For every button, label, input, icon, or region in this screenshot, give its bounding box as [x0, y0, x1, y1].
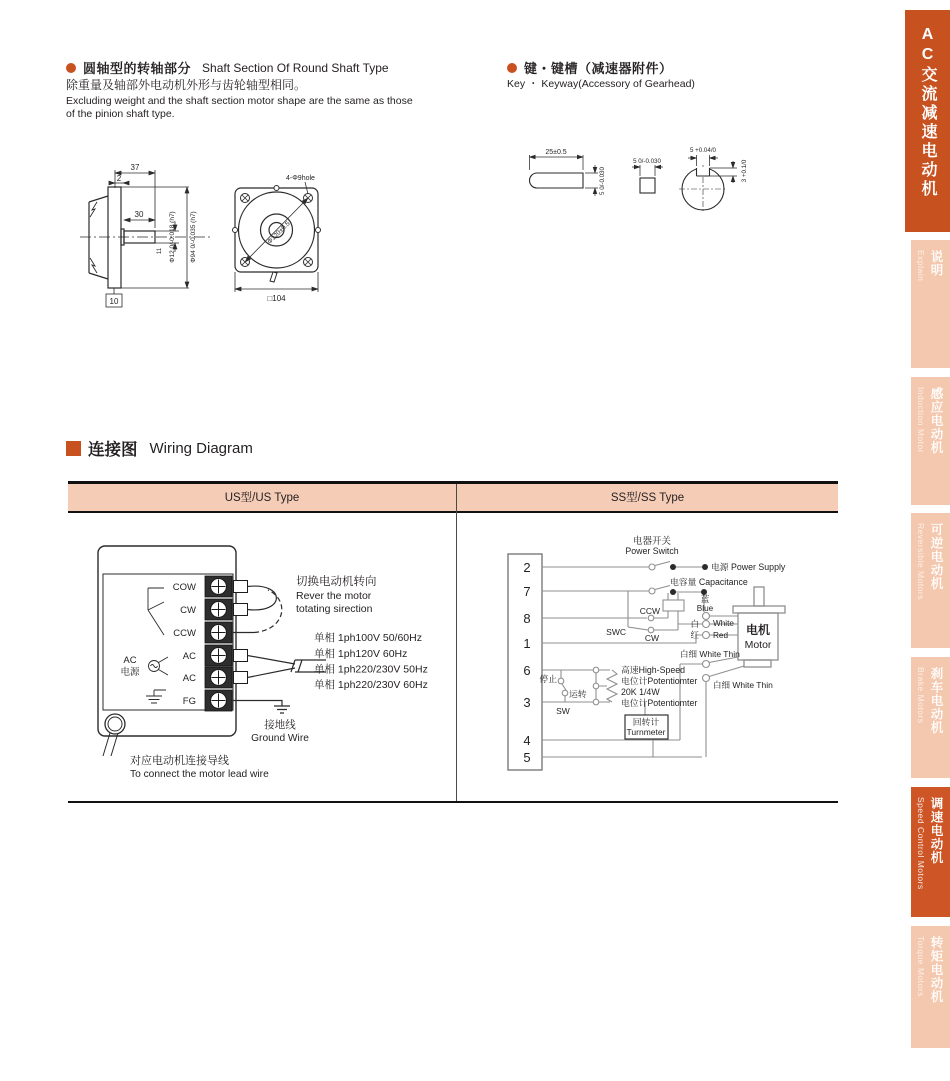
capacitance-label: 电容量 Capacitance [670, 577, 748, 587]
motor-label-en: Motor [744, 639, 772, 651]
dim-keyway-width: 5 +0.04/0 [690, 147, 716, 154]
dim-shaft-dia: Φ12 0/-0.018 (h7) [169, 211, 176, 263]
wiring-title-en: Wiring Diagram [149, 439, 253, 457]
ground-label-en: Ground Wire [251, 733, 309, 744]
ground-label-zh: 接地线 [264, 719, 296, 731]
keyway-notch [697, 167, 710, 176]
key-section-heading [507, 58, 673, 77]
shaft-desc-en2: of the pinion shaft type. [66, 108, 175, 120]
pin-number: 2 [523, 560, 531, 575]
switch-note-en1: Rever the motor [296, 590, 372, 602]
shaft-title-zh: 圆轴型的转轴部分 [83, 61, 192, 76]
lead-note-en: To connect the motor lead wire [130, 769, 269, 780]
power-supply-label: 电源 Power Supply [711, 562, 786, 572]
terminal-label: CW [180, 605, 196, 616]
tab-label-zh: 调速电动机 [929, 797, 943, 865]
tab-label-en: Explain [916, 250, 926, 282]
terminal-label: CCW [173, 628, 196, 639]
shaft-title-en: Shaft Section Of Round Shaft Type [202, 60, 389, 75]
wiring-heading [66, 436, 253, 460]
shaft-desc-zh: 除重量及轴部外电动机外形与齿轮轴型相同。 [66, 78, 307, 92]
turnmeter-label-en: Turnmeter [626, 727, 666, 737]
ss-wiring-diagram [500, 530, 840, 780]
grommet-inner [108, 717, 122, 731]
pin-number: 6 [523, 663, 531, 678]
switch-note-en2: totating sirection [296, 603, 373, 615]
wiring-title-zh: 连接图 [88, 441, 138, 459]
ac-power-label-2: 电源 [120, 667, 140, 678]
terminal-label: AC [182, 673, 196, 684]
white-label-en: White [713, 619, 734, 628]
shaft-section-heading [66, 58, 389, 77]
red-label-en: Red [713, 631, 729, 640]
tab-label-en: Brake Motors [916, 667, 926, 724]
motor-label-zh: 电机 [745, 623, 771, 637]
red-label-zh: 红 [690, 630, 699, 640]
stop-label: 停止 [539, 674, 557, 684]
tab-label-zh: 说明 [929, 250, 943, 277]
table-column-divider [456, 484, 457, 801]
ac-power-label-1: AC [123, 655, 137, 666]
voltage-line: 单相 1ph220/230V 60Hz [314, 679, 428, 691]
pin-number: 7 [523, 584, 531, 599]
shaft-front-view-drawing [228, 170, 343, 320]
table-header-row [68, 484, 838, 511]
orange-bullet-icon [66, 63, 76, 73]
sidebar-main-tab-ac-gear-motors[interactable] [905, 10, 950, 232]
run-label: 运转 [569, 689, 587, 699]
voltage-line: 单相 1ph220/230V 50Hz [314, 663, 428, 676]
label-bolt-circle: Φ120±0.5 [266, 220, 292, 246]
sidebar-tab-speed-control-motors[interactable] [911, 787, 950, 917]
sidebar-tab-induction-motor[interactable] [911, 377, 950, 505]
dim-10: 10 [109, 297, 119, 306]
panel-symbols [146, 588, 168, 703]
sidebar-tab-brake-motors[interactable] [911, 657, 950, 778]
terminal-label: FG [182, 696, 196, 707]
tab-label-en: Reversible Motors [916, 523, 926, 600]
terminal-label: COW [172, 582, 196, 593]
key-keyway-drawing [505, 135, 760, 220]
wiring-table [68, 481, 838, 803]
tab-label-en: Speed Control Motors [916, 797, 926, 890]
power-switch-en: Power Switch [625, 546, 679, 556]
cw-label: CW [644, 633, 660, 643]
blue-label-en: Blue [696, 604, 714, 613]
white-thin-label-1: 白细 White Thin [680, 649, 740, 659]
dim-11: 11 [157, 247, 163, 255]
sidebar-main-tab-label: AC交流减速电动机 [919, 26, 936, 199]
table-header-bottom-border [68, 511, 838, 514]
dim-key-length: 25±0.5 [545, 149, 567, 156]
blue-label-zh: 蓝 [700, 594, 710, 604]
pin-number: 3 [523, 695, 531, 710]
label-frame-104: □104 [267, 294, 286, 303]
column-header-ss: SS型/SS Type [610, 492, 685, 504]
rating-label: 20K 1/4W [621, 687, 660, 697]
dim-30: 30 [134, 210, 144, 219]
us-wiring-diagram [90, 540, 450, 790]
dim-37: 37 [130, 163, 140, 172]
dim-keyway-depth: 3 +0.1/0 [741, 159, 748, 183]
white-thin-label-2: 白细 White Thin [713, 680, 773, 690]
potentiometer-label-2: 电位计Potentiomter [621, 698, 698, 708]
potentiometer-label-1: 电位计Potentiomter [621, 676, 698, 686]
pin-number: 5 [523, 750, 531, 765]
tab-label-zh: 可逆电动机 [929, 523, 943, 591]
sidebar-tab-explain[interactable] [911, 240, 950, 368]
sidebar-tab-reversible-motors[interactable] [911, 513, 950, 648]
pin-number: 8 [523, 611, 531, 626]
key-title-en: Key ・ Keyway(Accessory of Gearhead) [507, 78, 695, 90]
turnmeter-label-zh: 回转计 [632, 717, 660, 727]
switch-note-zh: 切换电动机转向 [296, 576, 377, 588]
power-switch-zh: 电器开关 [632, 536, 672, 547]
tab-label-zh: 感应电动机 [929, 387, 943, 455]
label-4-holes: 4-Φ9hole [286, 175, 315, 182]
voltage-line: 单相 1ph120V 60Hz [314, 648, 408, 660]
dim-pilot-dia: Φ94 0/-0.035 (h7) [190, 211, 197, 263]
lead-note-zh: 对应电动机连接导线 [130, 755, 229, 767]
pin-number: 1 [523, 636, 531, 651]
sidebar-tab-torque-motors[interactable] [911, 926, 950, 1048]
ccw-label: CCW [639, 606, 660, 616]
sw-label: SW [556, 706, 570, 716]
key-title-zh: 键・键槽（减速器附件） [524, 61, 673, 76]
column-header-us: US型/US Type [224, 492, 300, 504]
orange-bullet-icon [507, 63, 517, 73]
orange-square-icon [66, 441, 81, 456]
tab-label-en: Torque Motors [916, 936, 926, 997]
table-bottom-border [68, 801, 838, 804]
high-speed-label: 高速High-Speed [621, 665, 686, 675]
voltage-line: 单相 1ph100V 50/60Hz [314, 632, 422, 644]
white-label-zh: 白 [690, 619, 699, 629]
pin-number: 4 [523, 733, 531, 748]
terminal-label: AC [182, 651, 196, 662]
swc-label: SWC [606, 627, 626, 637]
shaft-desc-en1: Excluding weight and the shaft section motor shape are the same as those [66, 95, 413, 107]
dim-2: 2 [116, 174, 122, 183]
tab-label-zh: 转矩电动机 [929, 936, 943, 1004]
dim-key-height: 5 0/-0.030 [599, 167, 606, 195]
dim-key-width: 5 0/-0.030 [633, 158, 661, 165]
terminal-strip [205, 576, 248, 711]
tab-label-en: Induction Motor [916, 387, 926, 454]
tab-label-zh: 刹车电动机 [929, 667, 943, 735]
